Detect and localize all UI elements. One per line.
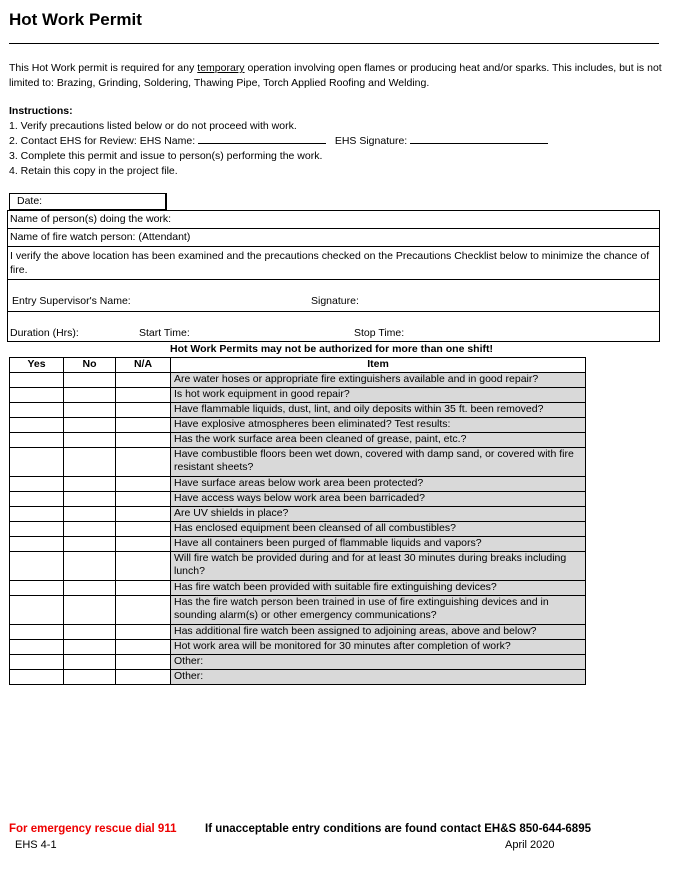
no-checkbox-cell[interactable] [64, 522, 116, 537]
table-row [10, 507, 586, 522]
checklist-item: Have access ways below work area been barricaded? [171, 492, 586, 507]
instruction-step-3: 3. Complete this permit and issue to person(s) performing the work. [9, 150, 323, 162]
firewatch-field[interactable]: Name of fire watch person: (Attendant) [7, 228, 660, 246]
yes-checkbox-cell[interactable] [10, 477, 64, 492]
checklist-item: Has fire watch been provided with suitable fire extinguishing devices? [171, 581, 586, 596]
no-checkbox-cell[interactable] [64, 433, 116, 448]
table-row [10, 552, 586, 581]
na-checkbox-cell[interactable] [116, 596, 171, 625]
checklist-item: Has the work surface area been cleaned of grease, paint, etc.? [171, 433, 586, 448]
yes-checkbox-cell[interactable] [10, 492, 64, 507]
checklist-item: Have combustible floors been wet down, covered with damp sand, or covered with fire resistant sheets? [171, 448, 586, 477]
emergency-notice: For emergency rescue dial 911 [9, 823, 177, 835]
verification-statement: I verify the above location has been examined and the precautions checked on the Precautions Checklist below to minimize the chance of fire. [7, 246, 660, 279]
duration-label: Duration (Hrs): [10, 327, 79, 339]
instruction-step-2: 2. Contact EHS for Review: EHS Name: EHS Signature: [9, 134, 548, 149]
precautions-checklist [9, 357, 586, 685]
supervisor-row[interactable] [7, 279, 660, 311]
na-checkbox-cell[interactable] [116, 522, 171, 537]
na-checkbox-cell[interactable] [116, 507, 171, 522]
na-checkbox-cell[interactable] [116, 670, 171, 685]
contact-notice: If unacceptable entry conditions are found contact EH&S 850-644-6895 [205, 823, 591, 835]
date-field[interactable]: Date: [9, 193, 167, 211]
na-checkbox-cell[interactable] [116, 388, 171, 403]
yes-checkbox-cell[interactable] [10, 403, 64, 418]
checklist-item: Other: [171, 655, 586, 670]
shift-warning: Hot Work Permits may not be authorized for more than one shift! [170, 343, 494, 355]
yes-checkbox-cell[interactable] [10, 655, 64, 670]
table-row [10, 522, 586, 537]
no-checkbox-cell[interactable] [64, 388, 116, 403]
table-row [10, 418, 586, 433]
form-code: EHS 4-1 [15, 839, 57, 851]
checklist-item: Are UV shields in place? [171, 507, 586, 522]
no-checkbox-cell[interactable] [64, 537, 116, 552]
no-checkbox-cell[interactable] [64, 507, 116, 522]
stop-time-label: Stop Time: [354, 327, 405, 339]
yes-checkbox-cell[interactable] [10, 581, 64, 596]
checklist-item: Have explosive atmospheres been eliminated? Test results: [171, 418, 586, 433]
table-row [10, 433, 586, 448]
na-checkbox-cell[interactable] [116, 655, 171, 670]
table-row [10, 537, 586, 552]
no-checkbox-cell[interactable] [64, 655, 116, 670]
yes-checkbox-cell[interactable] [10, 596, 64, 625]
na-checkbox-cell[interactable] [116, 552, 171, 581]
no-header: No [64, 358, 116, 373]
ehs-name-field[interactable] [198, 143, 326, 144]
table-row [10, 492, 586, 507]
table-row [10, 448, 586, 477]
checklist-item: Will fire watch be provided during and for at least 30 minutes during breaks including lunch? [171, 552, 586, 581]
no-checkbox-cell[interactable] [64, 448, 116, 477]
checklist-item: Have flammable liquids, dust, lint, and oily deposits within 35 ft. been removed? [171, 403, 586, 418]
yes-checkbox-cell[interactable] [10, 552, 64, 581]
instructions [9, 104, 548, 179]
checklist-item: Has additional fire watch been assigned to adjoining areas, above and below? [171, 625, 586, 640]
checklist-item: Is hot work equipment in good repair? [171, 388, 586, 403]
na-checkbox-cell[interactable] [116, 581, 171, 596]
signature-label: Signature: [311, 295, 359, 307]
no-checkbox-cell[interactable] [64, 581, 116, 596]
no-checkbox-cell[interactable] [64, 492, 116, 507]
na-checkbox-cell[interactable] [116, 418, 171, 433]
instructions-heading: Instructions: [9, 105, 73, 117]
no-checkbox-cell[interactable] [64, 418, 116, 433]
table-row [10, 477, 586, 492]
na-checkbox-cell[interactable] [116, 477, 171, 492]
no-checkbox-cell[interactable] [64, 477, 116, 492]
table-row [10, 373, 586, 388]
instruction-step-1: 1. Verify precautions listed below or do not proceed with work. [9, 120, 297, 132]
table-row [10, 581, 586, 596]
yes-checkbox-cell[interactable] [10, 522, 64, 537]
intro-paragraph: This Hot Work permit is required for any temporary operation involving open flames or producing heat and/or sparks. This includes, but is not limited to: Brazing, Grinding, Soldering, Thawing Pipe, Torch Applied Roofing and Welding. [9, 62, 662, 89]
na-checkbox-cell[interactable] [116, 492, 171, 507]
table-row [10, 655, 586, 670]
yes-checkbox-cell[interactable] [10, 507, 64, 522]
na-checkbox-cell[interactable] [116, 373, 171, 388]
na-checkbox-cell[interactable] [116, 448, 171, 477]
no-checkbox-cell[interactable] [64, 670, 116, 685]
na-checkbox-cell[interactable] [116, 403, 171, 418]
ehs-signature-label: EHS Signature: [334, 135, 408, 147]
no-checkbox-cell[interactable] [64, 596, 116, 625]
checklist-item: Hot work area will be monitored for 30 minutes after completion of work? [171, 640, 586, 655]
na-checkbox-cell[interactable] [116, 640, 171, 655]
table-row [10, 596, 586, 625]
na-header: N/A [116, 358, 171, 373]
checklist-item: Other: [171, 670, 586, 685]
no-checkbox-cell[interactable] [64, 552, 116, 581]
table-row [10, 670, 586, 685]
yes-checkbox-cell[interactable] [10, 373, 64, 388]
workers-field[interactable]: Name of person(s) doing the work: [7, 210, 660, 228]
table-row [10, 388, 586, 403]
temporary-emphasis: temporary [197, 62, 245, 74]
table-row [10, 403, 586, 418]
instruction-step-4: 4. Retain this copy in the project file. [9, 165, 178, 177]
table-row [10, 640, 586, 655]
checklist-item: Have all containers been purged of flammable liquids and vapors? [171, 537, 586, 552]
na-checkbox-cell[interactable] [116, 433, 171, 448]
table-row [10, 625, 586, 640]
no-checkbox-cell[interactable] [64, 640, 116, 655]
checklist-item: Are water hoses or appropriate fire extinguishers available and in good repair? [171, 373, 586, 388]
yes-checkbox-cell[interactable] [10, 448, 64, 477]
revision-date: April 2020 [505, 839, 555, 851]
na-checkbox-cell[interactable] [116, 625, 171, 640]
na-checkbox-cell[interactable] [116, 537, 171, 552]
no-checkbox-cell[interactable] [64, 403, 116, 418]
checklist-item: Has the fire watch person been trained in use of fire extinguishing devices and in sounding alarm(s) or other emergency communications? [171, 596, 586, 625]
time-row[interactable] [7, 311, 660, 342]
yes-checkbox-cell[interactable] [10, 537, 64, 552]
yes-checkbox-cell[interactable] [10, 388, 64, 403]
yes-checkbox-cell[interactable] [10, 625, 64, 640]
yes-checkbox-cell[interactable] [10, 670, 64, 685]
checklist-item: Have surface areas below work area been protected? [171, 477, 586, 492]
page-title: Hot Work Permit [9, 10, 142, 29]
title-divider [9, 43, 659, 44]
yes-checkbox-cell[interactable] [10, 418, 64, 433]
start-time-label: Start Time: [139, 327, 190, 339]
item-header: Item [171, 358, 586, 373]
yes-checkbox-cell[interactable] [10, 640, 64, 655]
yes-header: Yes [10, 358, 64, 373]
no-checkbox-cell[interactable] [64, 625, 116, 640]
supervisor-label: Entry Supervisor's Name: [12, 295, 131, 307]
ehs-signature-field[interactable] [410, 143, 548, 144]
checklist-item: Has enclosed equipment been cleansed of all combustibles? [171, 522, 586, 537]
yes-checkbox-cell[interactable] [10, 433, 64, 448]
no-checkbox-cell[interactable] [64, 373, 116, 388]
